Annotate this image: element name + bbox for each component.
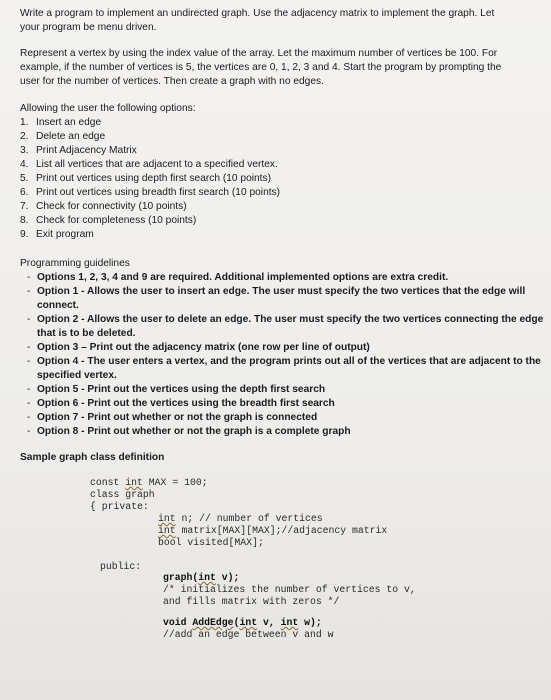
guideline-option-4-cont: specified vertex. (37, 370, 117, 381)
guideline-option-3: Option 3 – Print out the adjacency matrix (one row per line of output) (37, 342, 370, 353)
code-line: graph(int v); (163, 572, 240, 583)
code-line: and fills matrix with zeros */ (163, 596, 340, 607)
guideline-option-8: Option 8 - Print out whether or not the graph is a complete graph (37, 426, 351, 437)
guideline-required: Options 1, 2, 3, 4 and 9 are required. Additional implemented options are extra credit. (37, 272, 449, 283)
bullet-dash: - (27, 286, 31, 297)
list-item: 6. Print out vertices using breadth first search (10 points) (20, 187, 281, 198)
code-line: class graph (90, 489, 155, 500)
list-item: 8. Check for completeness (10 points) (20, 215, 197, 226)
guideline-option-6: Option 6 - Print out the vertices using the breadth first search (37, 398, 335, 409)
guideline-option-7: Option 7 - Print out whether or not the graph is connected (37, 412, 318, 423)
intro-line-1: Write a program to implement an undirected graph. Use the adjacency matrix to implement the graph. Let (20, 8, 495, 19)
para2-line-2: example, if the number of vertices is 5, the vertices are 0, 1, 2, 3 and 4. Start the program by prompting the (20, 62, 502, 73)
guideline-option-4: Option 4 - The user enters a vertex, and the program prints out all of the vertices that are adjacent to the (37, 356, 541, 367)
guideline-option-2-cont: that is to be deleted. (37, 328, 136, 339)
code-line: int n; // number of vertices (158, 513, 323, 524)
list-item: 9. Exit program (20, 229, 94, 240)
bullet-dash: - (27, 412, 31, 423)
para2-line-1: Represent a vertex by using the index value of the array. Let the maximum number of vertices be 100. For (20, 48, 498, 59)
code-line: /* initializes the number of vertices to v, (163, 584, 416, 595)
bullet-dash: - (27, 426, 31, 437)
code-line: const int MAX = 100; (90, 477, 208, 488)
options-heading: Allowing the user the following options: (20, 103, 196, 114)
guidelines-heading: Programming guidelines (20, 258, 130, 269)
list-item: 2. Delete an edge (20, 131, 106, 142)
list-item: 5. Print out vertices using depth first search (10 points) (20, 173, 271, 184)
code-line: bool visited[MAX]; (158, 537, 264, 548)
code-line: { private: (90, 501, 149, 512)
list-item: 4. List all vertices that are adjacent to a specified vertex. (20, 159, 278, 170)
guideline-option-2: Option 2 - Allows the user to delete an edge. The user must specify the two vertices connecting the edge (37, 314, 544, 325)
para2-line-3: user for the number of vertices. Then create a graph with no edges. (20, 76, 324, 87)
intro-line-2: your program be menu driven. (20, 22, 157, 33)
bullet-dash: - (27, 314, 31, 325)
code-line: void AddEdge(int v, int w); (163, 617, 322, 628)
bullet-dash: - (27, 384, 31, 395)
guideline-option-1: Option 1 - Allows the user to insert an edge. The user must specify the two vertices that the edge will (37, 286, 526, 297)
guideline-option-1-cont: connect. (37, 300, 79, 311)
list-item: 7. Check for connectivity (10 points) (20, 201, 187, 212)
guideline-option-5: Option 5 - Print out the vertices using the depth first search (37, 384, 326, 395)
list-item: 1. Insert an edge (20, 117, 102, 128)
sample-heading: Sample graph class definition (20, 452, 165, 463)
list-item: 3. Print Adjacency Matrix (20, 145, 137, 156)
bullet-dash: - (27, 356, 31, 367)
bullet-dash: - (27, 272, 31, 283)
bullet-dash: - (27, 342, 31, 353)
code-line: //add an edge between v and w (163, 629, 334, 640)
code-line: public: (100, 561, 142, 572)
code-line: int matrix[MAX][MAX];//adjacency matrix (158, 525, 388, 536)
bullet-dash: - (27, 398, 31, 409)
